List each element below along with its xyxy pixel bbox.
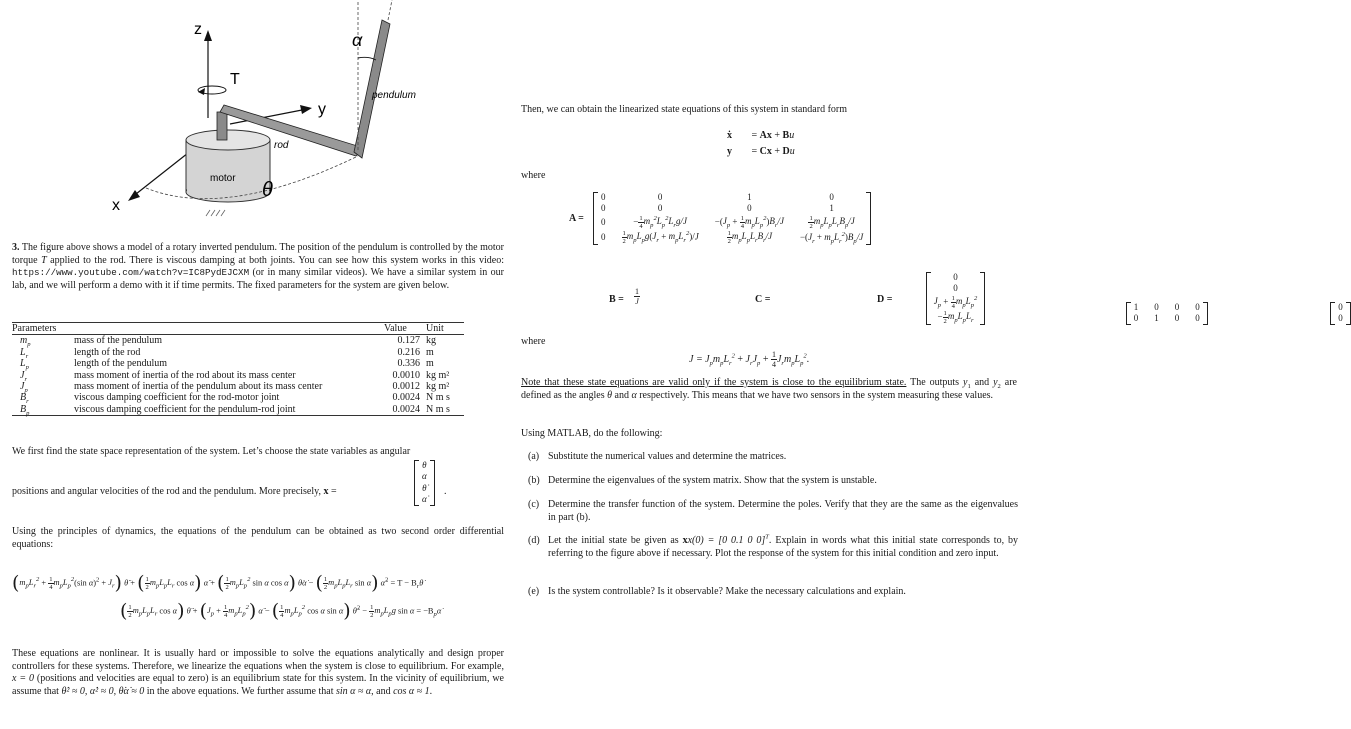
table-row	[12, 370, 464, 381]
where-label-2: where	[521, 336, 546, 347]
param-unit: kg m²	[426, 369, 450, 381]
parameter-rows	[12, 335, 464, 416]
param-description: mass of the pendulum	[74, 335, 163, 347]
dynamics-paragraph: Using the principles of dynamics, the equations of the pendulum can be obtained as two second order differential equations:	[12, 526, 504, 550]
C-matrix-entry: 0	[1195, 302, 1200, 312]
z-axis-arrow	[204, 30, 212, 41]
x-axis-label: x	[112, 197, 120, 214]
state-period: .	[444, 486, 447, 497]
pendulum-label: pendulum	[372, 90, 416, 101]
state-equation-1: ẋ = Ax + Bu	[727, 130, 795, 141]
torque-label: T	[230, 71, 240, 88]
C-matrix-entry: 1	[1133, 302, 1139, 312]
pendulum-figure	[106, 0, 416, 220]
table-header-row: Parameters Value Unit	[12, 323, 464, 335]
param-unit: kg	[426, 335, 436, 347]
param-description: mass moment of inertia of the pendulum about its mass center	[74, 381, 323, 393]
param-description: viscous damping coefficient for the pendulum-rod joint	[74, 404, 384, 416]
motor-top	[186, 130, 270, 150]
parameter-table	[12, 322, 464, 416]
state-vector-entry: α	[422, 471, 427, 482]
table-row	[12, 404, 464, 416]
C-matrix-entry: 1	[1154, 313, 1159, 324]
param-value: 0.0010	[392, 369, 420, 381]
table-row	[12, 335, 464, 347]
param-unit: m	[426, 346, 434, 358]
equilibrium-note: Note that these state equations are valid only if the system is close to the equilibrium state. The outputs $y_1$ and $y_2$ are defined as the angles θ and α respectively. This means that we have two sensors in the system measuring these values.	[521, 377, 1017, 401]
equilibrium-warning: Note that these state equations are valid only if the system is close to the equilibrium state.	[521, 377, 907, 388]
linearized-intro: Then, we can obtain the linearized state equations of this system in standard form	[521, 104, 848, 115]
param-description: length of the rod	[74, 346, 141, 358]
pendulum-extension-line	[388, 0, 392, 20]
state-paragraph-line2: positions and angular velocities of the rod and the pendulum. More precisely, x =	[12, 486, 337, 497]
state-paragraph-line1: We first find the state space representation of the system. Let’s choose the state variables as angular	[12, 446, 411, 457]
video-link[interactable]: https://www.youtube.com/watch?v=IC8PydEJCXM	[12, 267, 250, 279]
table-row	[12, 381, 464, 392]
param-description: length of the pendulum	[74, 358, 168, 370]
D-matrix	[1330, 302, 1351, 325]
param-unit: m	[426, 358, 434, 370]
state-vector-entry: α̇	[422, 494, 427, 505]
state-vector-entry: θ̇	[422, 482, 427, 493]
D-matrix-label: D =	[877, 294, 893, 305]
param-symbol: $J_r$	[20, 369, 28, 383]
state-vector	[414, 460, 435, 506]
param-symbol: $L_p$	[20, 358, 29, 372]
param-value: 0.0024	[384, 404, 426, 416]
state-vector-entry: θ	[422, 460, 427, 470]
B-matrix-label: B =	[609, 294, 624, 305]
param-unit: kg m²	[426, 381, 450, 393]
param-symbol: $J_p$	[20, 381, 28, 395]
param-symbol: $B_p$	[12, 404, 74, 416]
theta-label: θ	[262, 179, 273, 201]
motor-shaft	[217, 112, 227, 140]
D-matrix-entry: 0	[1338, 313, 1343, 324]
param-unit: N m s	[426, 392, 450, 404]
left-column	[12, 0, 505, 697]
y-axis-label: y	[318, 101, 326, 118]
intro-paragraph: 3. The figure above shows a model of a rotary inverted pendulum. The position of the pendulum is controlled by the motor torque T applied to the rod. There is viscous damping at both joints. You can see how this system works in this video: https://www.youtube.com/watch?v=IC8PydEJCXM (or in many similar videos). We have a similar system in our lab, and we will perform a demo with it if time permits. The fixed parameters for the system are given below.	[12, 242, 505, 291]
param-symbol: $m_p$	[20, 335, 31, 349]
where-label-1: where	[521, 170, 546, 181]
param-unit: N m s	[426, 404, 464, 416]
param-value: 0.216	[397, 346, 420, 358]
A-matrix-label: A =	[569, 213, 584, 224]
C-matrix-entry: 0	[1195, 313, 1200, 324]
table-row	[12, 358, 464, 369]
A-matrix: 0 0 1 0 0 0 0 1 0 − $\frac{1}{4}$ $m_p^2L_p^2L_rg/J$ $-(J_p$ + $\frac{1}{4}$ $m_pL_p^2)B_r/J$ $\frac{1}{2}$ $m_pL_pL_rB_p/J$ 0 $\frac{1}{2}$ $m_pL_pg(J_r + m_pL_r^2)/J$ $\frac{1}{2}$ $m_pL_pL_rB_r/J$ $-(J_r + m_pL_r^2)B_p/J$	[593, 192, 871, 245]
param-value: 0.336	[397, 358, 420, 370]
right-column: Then, we can obtain the linearized state equations of this system in standard form ẋ = Ax + Bu y = Cx + Du where A = 0 0 1 0 0 0 0 1 0 − $\frac{1}{4}$ $m_p^2L_p^2L_rg/J$ $-(J_p$ + $\frac{1}{4}$ $m_pL_p^2)B_r/J$ $\frac{1}{2}$ $m_pL_pL_rB_p/J$ 0 $\frac{1}{2}$ $m_pL_pg(J_r + m_pL_r^2)/J$ $\frac{1}{2}$ $m_pL_pL_rB_r/J$ $-(J_r + m_pL_r^2)B_p/J$ B = $\frac{1}{J}$ 0 0 $J_p$ + $\frac{1}{4}$ $m_pL_p^2$ − $\frac{1}{2}$ $m_pL_pL_r$ C = 1 0 0 0 0 1 0 0 D = 0 0 where $J = J_pm_pL_r^2 + J_rJ_p$ + $\frac{1}{4}$ $J_rm_pL_p^2$. Note that these state equations are valid only if the system is close to the equilibrium state. The outputs $y_1$ and $y_2$ are defined as the angles θ and α respectively. This means that we have two sensors in the system measuring these values. Using MATLAB, do the following: (a) Substitute the numerical values and determine the matrices. (b) Determine the eigenvalues of the system matrix. Show that the system is unstable. (c) Determine the transfer function of the system. Determine the poles. Verify that they are the same as the eigenvalues in part (b). (d) Let the initial state be given as xx(0) = [0 0.1 0 0]$^T$. Explain in words what this initial state corresponds to, by referring to the figure above if necessary. Plot the response of the system for this initial condition and zero input. (e) Is the system controllable? Is it observable? Make the necessary calculations and explain.	[521, 0, 1017, 53]
B-matrix: 0 0 $J_p$ + $\frac{1}{4}$ $m_pL_p^2$ − $\frac{1}{2}$ $m_pL_pL_r$	[926, 272, 986, 325]
problem-number: 3.	[12, 242, 20, 253]
param-value: 0.127	[397, 335, 420, 347]
torque-arrowhead	[198, 88, 205, 95]
equation-1: ($m_pL_r^2$ + $\frac{1}{4}$ $m_pL_p^2(\sin$ $\alpha)^2 + J_r$) θ̈ + ( $\frac{1}{2}$ $m_pL_pL_r$ cos α) α̈ + ( $\frac{1}{2}$ $m_pL_p^2$ sin α cos α) θ̇α̇ − ( $\frac{1}{2}$ $m_pL_pL_r$ sin α) α̇$^2$ = $T - B_r\thetȧ$	[12, 572, 424, 595]
D-matrix-entry: 0	[1338, 302, 1343, 312]
C-matrix	[1126, 302, 1208, 325]
C-matrix-entry: 0	[1154, 302, 1159, 312]
alpha-label: α	[352, 30, 363, 50]
param-symbol: $B_r$	[20, 392, 29, 406]
C-matrix-entry: 0	[1174, 302, 1180, 312]
z-axis-label: z	[194, 21, 202, 38]
param-description: mass moment of inertia of the rod about its mass center	[74, 369, 296, 381]
C-matrix-label: C =	[755, 294, 771, 305]
table-row	[12, 392, 464, 403]
nonlinear-paragraph: These equations are nonlinear. It is usually hard or impossible to solve the equations analytically and design proper controllers for these systems. Therefore, we linearize the equations when the system is close to equilibrium. For example, x = 0 (positions and velocities are equal to zero) is an equilibrium state for this system. In the vicinity of equilibrium, we assume that θ̇² ≈ 0, α̇² ≈ 0, θ̇α̇ ≈ 0 in the above equations. We further assume that sin α ≈ α, and cos α ≈ 1.	[12, 648, 504, 697]
param-value: 0.0024	[392, 392, 420, 404]
table-row	[12, 347, 464, 358]
param-value: 0.0012	[392, 381, 420, 393]
C-matrix-entry: 0	[1174, 313, 1180, 324]
equation-2: ( $\frac{1}{2}$ $m_pL_pL_r$ cos α) θ̈ + ($J_p$ + $\frac{1}{4}$ $m_pL_p^2$) α̈ − ( $\frac{1}{4}$ $m_pL_p^2$ cos α sin α) θ̇$^2$ − $\frac{1}{2}$ $m_pL_pg$ $\sin \alpha = -B_p\alphȧ$	[120, 600, 442, 623]
matlab-instructions: Using MATLAB, do the following:	[521, 428, 663, 439]
rod-label: rod	[274, 140, 289, 151]
y-axis-arrow	[300, 105, 312, 114]
param-description: viscous damping coefficient for the rod-motor joint	[74, 392, 280, 404]
C-matrix-entry: 0	[1133, 313, 1139, 324]
motor-label: motor	[210, 173, 236, 184]
param-symbol: $L_r$	[20, 346, 29, 360]
ground-hatch	[206, 210, 225, 216]
J-definition: $J = J_pm_pL_r^2 + J_rJ_p$ + $\frac{1}{4}$ $J_rm_pL_p^2$.	[689, 350, 810, 369]
B-matrix-scale: $\frac{1}{J}$	[635, 287, 639, 306]
state-equation-2: y = Cx + Du	[727, 146, 795, 157]
